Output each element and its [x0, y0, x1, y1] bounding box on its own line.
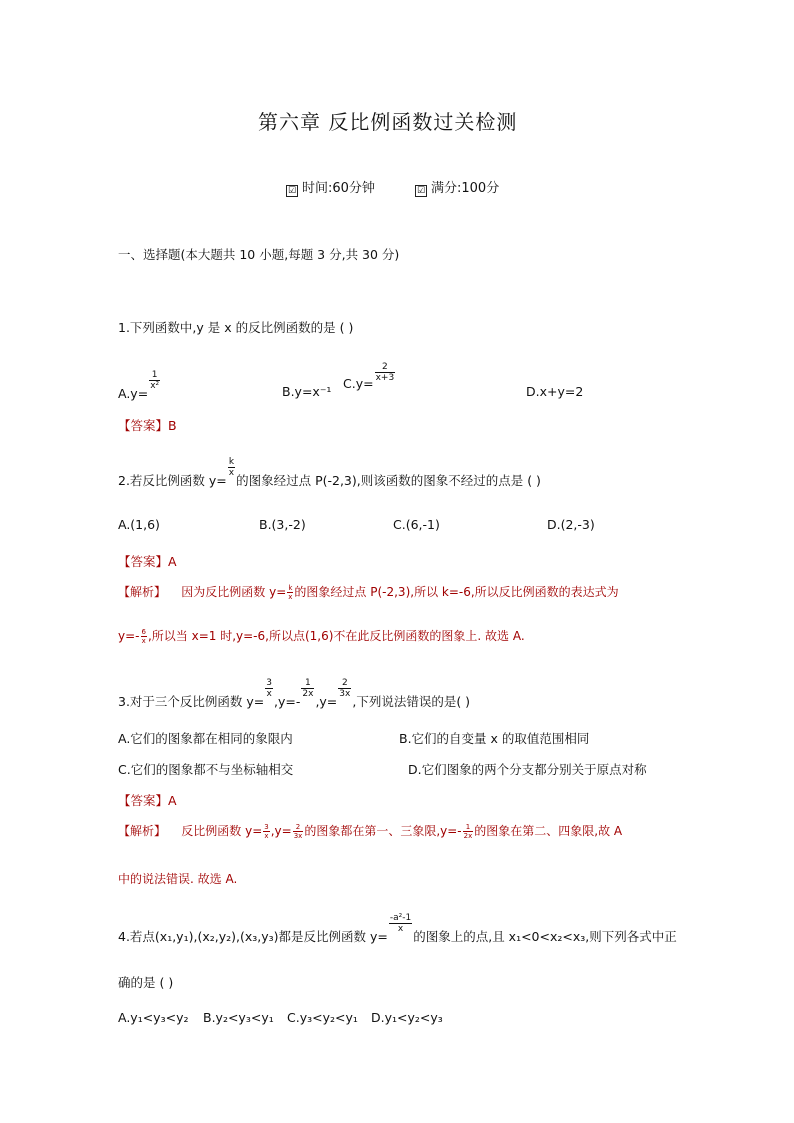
q1-option-d: D.x+y=2	[526, 384, 584, 399]
q2-option-b: B.(3,-2)	[259, 517, 306, 532]
fraction-denominator: 3x	[293, 832, 303, 840]
fraction	[293, 823, 304, 840]
fraction-numerator: -a²-1	[389, 913, 412, 923]
fraction	[338, 678, 351, 699]
analysis-text: 的图象都在第一、三象限,y=-	[304, 824, 462, 838]
fraction-denominator: x	[228, 468, 235, 478]
time-info	[286, 177, 375, 197]
analysis-text: 的图象在第二、四象限,故 A	[474, 824, 623, 838]
q4-option-b: B.y₂<y₃<y₁	[203, 1010, 274, 1025]
question-4-stem	[118, 913, 677, 945]
q2-answer: 【答案】A	[118, 554, 177, 569]
q4-option-c: C.y₃<y₂<y₁	[287, 1010, 358, 1025]
time-limit: 时间:60分钟	[302, 181, 375, 196]
fraction	[463, 823, 474, 840]
fraction	[301, 678, 314, 699]
analysis-label: 【解析】	[118, 824, 167, 838]
analysis-text: y=-	[118, 629, 140, 643]
fraction-denominator: x²	[150, 381, 160, 391]
fraction-numerator: 1	[463, 823, 474, 832]
q2-analysis-line1	[118, 583, 619, 601]
fraction-numerator: 2	[293, 823, 304, 832]
q3-answer: 【答案】A	[118, 793, 177, 808]
q2-option-c: C.(6,-1)	[393, 517, 440, 532]
page-title: 第六章 反比例函数过关检测	[258, 110, 518, 134]
fraction	[287, 584, 293, 601]
fraction	[389, 913, 412, 934]
fraction	[141, 628, 147, 645]
question-1-stem: 1.下列函数中,y 是 x 的反比例函数的是 ( )	[118, 320, 354, 335]
fraction-numerator: 2	[375, 362, 396, 373]
q2-option-a: A.(1,6)	[118, 517, 160, 532]
checkbox-icon: ☑	[287, 186, 297, 196]
question-4-stem-line2: 确的是 ( )	[118, 975, 174, 990]
option-a-text: A.y=	[118, 386, 149, 401]
stem-text: ,y=-	[274, 694, 301, 709]
q1-answer: 【答案】B	[118, 418, 177, 433]
analysis-text: ,所以当 x=1 时,y=-6,所以点(1,6)不在此反比例函数的图象上. 故选 A.	[147, 629, 525, 643]
fraction	[375, 362, 396, 383]
stem-text: 的图象上的点,且 x₁<0<x₂<x₃,则下列各式中正	[413, 929, 677, 944]
fraction-numerator: 1	[301, 678, 314, 689]
q3-option-d: D.它们图象的两个分支都分别关于原点对称	[408, 762, 647, 777]
score-info	[415, 177, 499, 197]
option-c-text: C.y=	[343, 376, 374, 391]
fraction-denominator: x	[264, 832, 269, 840]
stem-text: 的图象经过点 P(-2,3),则该函数的图象不经过的点是 ( )	[236, 473, 541, 488]
stem-text: 3.对于三个反比例函数 y=	[118, 694, 265, 709]
fraction-denominator: x	[141, 637, 146, 645]
stem-text: ,y=	[315, 694, 338, 709]
q2-option-d: D.(2,-3)	[547, 517, 595, 532]
fraction	[265, 678, 273, 699]
q1-option-a	[118, 370, 161, 401]
analysis-text: ,y=	[270, 824, 292, 838]
analysis-text: 反比例函数 y=	[181, 824, 263, 838]
section-heading: 一、选择题(本大题共 10 小题,每题 3 分,共 30 分)	[118, 247, 400, 262]
fraction-denominator: x	[288, 593, 293, 601]
fraction-numerator: 3	[266, 678, 273, 688]
analysis-text: 的图象经过点 P(-2,3),所以 k=-6,所以反比例函数的表达式为	[294, 585, 619, 599]
q2-analysis-line2	[118, 627, 525, 645]
full-score: 满分:100分	[431, 181, 500, 196]
analysis-label: 【解析】	[118, 585, 167, 599]
q4-option-a: A.y₁<y₃<y₂	[118, 1010, 189, 1025]
fraction	[149, 370, 160, 391]
fraction-numerator: k	[288, 584, 293, 592]
q3-option-b: B.它们的自变量 x 的取值范围相同	[399, 731, 590, 746]
analysis-text: 因为反比例函数 y=	[181, 585, 287, 599]
fraction-denominator: 2x	[463, 832, 473, 840]
stem-text: 4.若点(x₁,y₁),(x₂,y₂),(x₃,y₃)都是反比例函数 y=	[118, 929, 388, 944]
checkbox-icon: ☑	[416, 186, 426, 196]
fraction-denominator: 2x	[302, 689, 314, 699]
fraction-denominator: x	[266, 689, 272, 699]
q3-option-c: C.它们的图象都不与坐标轴相交	[118, 762, 294, 777]
q4-option-d: D.y₁<y₂<y₃	[371, 1010, 443, 1025]
q3-analysis-line1	[118, 822, 622, 840]
q3-analysis-line2: 中的说法错误. 故选 A.	[118, 872, 238, 886]
fraction-numerator: k	[228, 457, 235, 467]
fraction-denominator: x	[397, 924, 404, 934]
q1-option-c	[343, 362, 396, 391]
fraction-denominator: 3x	[339, 689, 351, 699]
fraction-numerator: 3	[264, 823, 269, 831]
stem-text: 2.若反比例函数 y=	[118, 473, 227, 488]
fraction-numerator: 1	[149, 370, 160, 381]
fraction-denominator: x+3	[375, 373, 395, 383]
fraction	[263, 823, 269, 840]
question-3-stem	[118, 678, 470, 710]
q1-option-b: B.y=x⁻¹	[282, 384, 332, 399]
stem-text: ,下列说法错误的是( )	[352, 694, 471, 709]
q3-option-a: A.它们的图象都在相同的象限内	[118, 731, 293, 746]
fraction-numerator: 2	[338, 678, 351, 689]
fraction	[228, 457, 235, 478]
fraction-numerator: 6	[141, 628, 146, 636]
question-2-stem	[118, 457, 541, 489]
